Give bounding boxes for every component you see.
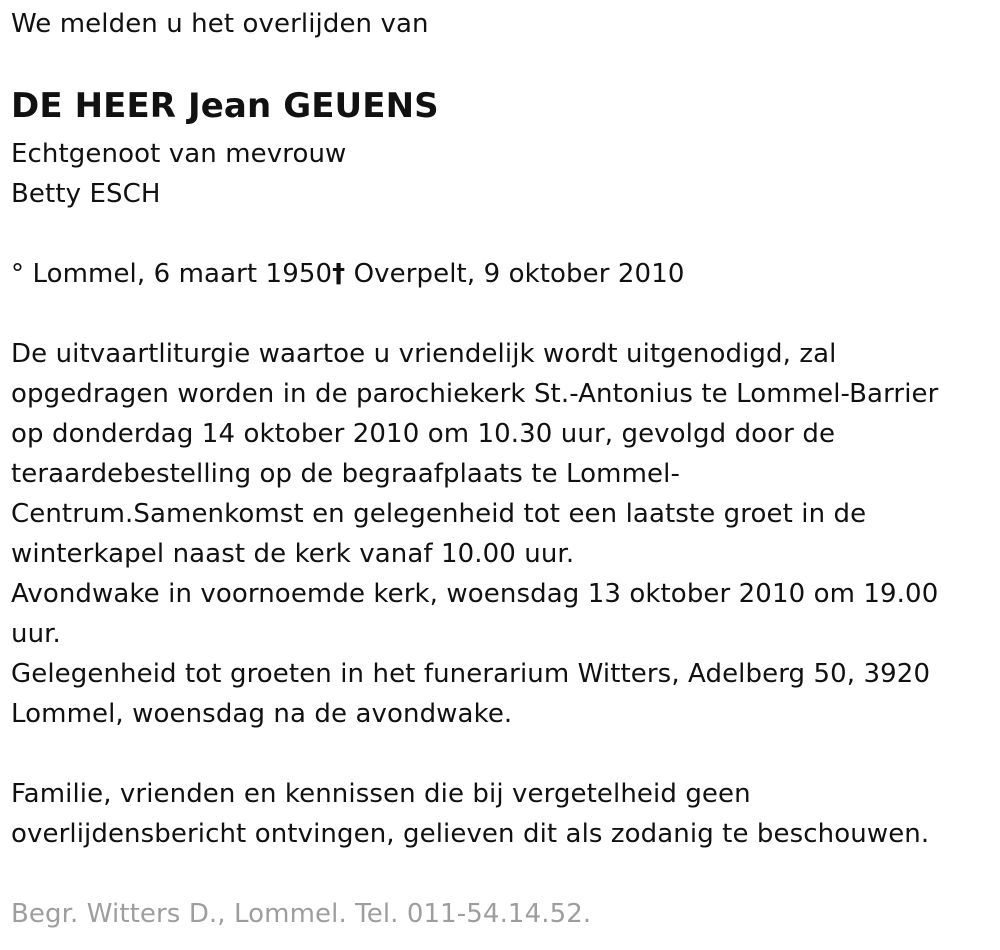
spouse-line-2: Betty ESCH [11,179,161,209]
cross-icon: † [332,259,346,289]
spouse-line-1: Echtgenoot van mevrouw [11,139,347,169]
ceremony-line: teraardebestelling op de begraafplaats te Lommel- [11,459,680,489]
ceremony-line: opgedragen worden in de parochiekerk St.-Antonius te Lommel-Barrier [11,379,939,409]
ceremony-line: Lommel, woensdag na de avondwake. [11,699,513,729]
closing-line: overlijdensbericht ontvingen, gelieven dit als zodanig te beschouwen. [11,819,930,849]
deceased-name: DE HEER Jean GEUENS [11,86,439,126]
closing-line: Familie, vrienden en kennissen die bij vergetelheid geen [11,779,751,809]
ceremony-line: winterkapel naast de kerk vanaf 10.00 uur. [11,539,575,569]
announcement-intro: We melden u het overlijden van [11,9,429,39]
ceremony-line: Avondwake in voornoemde kerk, woensdag 13 oktober 2010 om 19.00 [11,579,939,609]
death-info: Overpelt, 9 oktober 2010 [345,259,685,289]
ceremony-line: op donderdag 14 oktober 2010 om 10.30 uur, gevolgd door de [11,419,836,449]
birth-info: ° Lommel, 6 maart 1950 [11,259,333,289]
undertaker-footer: Begr. Witters D., Lommel. Tel. 011-54.14.52. [11,899,592,929]
ceremony-line: Gelegenheid tot groeten in het funerarium Witters, Adelberg 50, 3920 [11,659,931,689]
life-dates [11,254,684,294]
ceremony-line: Centrum.Samenkomst en gelegenheid tot een laatste groet in de [11,499,867,529]
ceremony-line: uur. [11,619,61,649]
ceremony-line: De uitvaartliturgie waartoe u vriendelijk wordt uitgenodigd, zal [11,339,837,369]
